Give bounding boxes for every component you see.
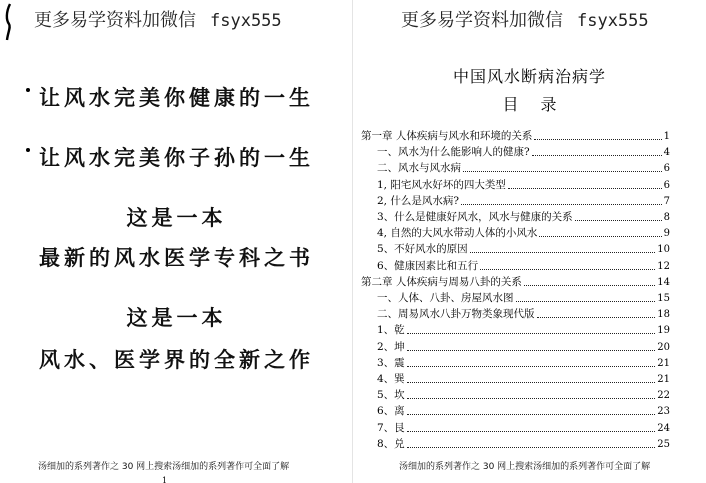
toc-entry [377, 194, 670, 209]
toc-entry-page: 14 [657, 276, 670, 288]
toc-entry [377, 404, 670, 419]
slogan-line: 这是一本 [126, 206, 227, 230]
toc-entry-page: 23 [657, 406, 670, 418]
toc-entry-page: 7 [663, 195, 670, 207]
toc-entry-label: 2、坤 [377, 340, 405, 353]
toc-dot-leader [407, 397, 656, 399]
toc-entry-page: 22 [657, 390, 670, 402]
page-footer: 汤细加的系列著作之 30 网上搜索汤细加的系列著作可全面了解 [399, 462, 651, 472]
wechat-id: fsyx555 [577, 11, 649, 31]
toc-entry-page: 6 [663, 163, 670, 175]
toc-dot-leader [470, 251, 656, 253]
toc-entry-label: 6、离 [377, 405, 405, 418]
toc-entry-page: 6 [663, 179, 670, 191]
toc-dot-leader [532, 154, 662, 156]
header-text: 更多易学资料加微信 [401, 10, 563, 31]
toc-entry-label: 6、健康因素比和五行 [377, 259, 479, 272]
toc-entry [377, 388, 670, 403]
page-header [401, 6, 649, 32]
toc-entry-label: 一、人体、八卦、房屋风水图 [377, 292, 514, 304]
toc-dot-leader [407, 332, 656, 334]
toc-entry-page: 15 [657, 293, 670, 304]
toc-entry-label: 3、震 [377, 356, 405, 369]
toc-entry-label: 一、风水为什么能影响人的健康? [377, 146, 530, 159]
page-header [34, 6, 282, 32]
toc-heading: 目录 [502, 95, 579, 114]
toc-entry [377, 323, 670, 338]
toc-entry [377, 372, 670, 387]
toc-dot-leader [516, 300, 656, 302]
header-text: 更多易学资料加微信 [34, 10, 196, 31]
toc-entry-label: 二、周易风水八卦万物类象现代版 [377, 308, 535, 321]
toc-entry [377, 421, 670, 436]
toc-entry-label: 第二章 人体疾病与周易八卦的关系 [361, 275, 522, 288]
toc-entry [377, 226, 670, 241]
toc-entry-label: 5、不好风水的原因 [377, 243, 468, 256]
slogan-line: 最新的风水医学专科之书 [39, 246, 314, 270]
toc-entry-page: 8 [663, 212, 670, 223]
toc-entry-page: 10 [657, 244, 670, 256]
toc-entry-label: 第一章 人体疾病与风水和环境的关系 [361, 130, 533, 142]
toc-entry-label: 3、什么是健康好风水，风水与健康的关系 [377, 211, 573, 223]
toc-entry-label: 5、坎 [377, 389, 405, 402]
toc-entry [377, 356, 670, 371]
toc-dot-leader [508, 187, 662, 189]
toc-entry [377, 178, 670, 193]
toc-entry-page: 4 [663, 147, 670, 159]
slogan-line: 让风水完美你子孙的一生 [39, 146, 314, 170]
toc-entry-page: 24 [657, 422, 670, 434]
toc-entry [377, 437, 670, 452]
slogan-line: 这是一本 [126, 306, 227, 330]
toc-entry-label: 4, 自然的大风水带动人体的小风水 [377, 227, 538, 240]
toc-entry [377, 307, 670, 322]
page-footer: 汤细加的系列著作之 30 网上搜索汤细加的系列著作可全面了解 [38, 462, 290, 472]
toc-entry-page: 18 [657, 309, 670, 321]
toc-entry [377, 210, 670, 225]
toc-dot-leader [407, 413, 656, 415]
toc-entry [361, 275, 670, 290]
toc-entry-label: 二、风水与风水病 [377, 162, 461, 175]
toc-entry [377, 291, 670, 306]
toc-entry-page: 21 [657, 357, 670, 369]
slogan-line: 风水、医学界的全新之作 [39, 348, 314, 372]
toc-dot-leader [407, 381, 656, 383]
toc-dot-leader [407, 446, 656, 448]
toc-entry-page: 20 [657, 341, 670, 353]
toc-entry-label: 7、艮 [377, 421, 405, 434]
toc-entry-page: 19 [657, 325, 670, 337]
toc-dot-leader [537, 316, 656, 318]
toc-entry-page: 12 [657, 260, 670, 272]
toc-entry-page: 21 [657, 374, 670, 385]
toc-dot-leader [539, 235, 661, 237]
toc-dot-leader [524, 284, 655, 286]
toc-entry [377, 242, 670, 257]
toc-dot-leader [463, 170, 662, 172]
toc-dot-leader [407, 349, 656, 351]
toc-entry-page: 1 [663, 131, 670, 142]
toc-entry-page: 25 [657, 438, 670, 450]
toc-dot-leader [575, 219, 662, 221]
toc-entry [377, 161, 670, 176]
toc-entry-label: 4、巽 [377, 373, 405, 385]
toc-entry-label: 2, 什么是风水病? [377, 194, 459, 207]
page-number: 1 [162, 476, 168, 483]
toc-dot-leader [480, 268, 655, 270]
quote-mark-icon [4, 2, 14, 42]
toc-dot-leader [407, 430, 656, 432]
toc-dot-leader [407, 365, 656, 367]
toc-entry [377, 340, 670, 355]
wechat-id: fsyx555 [210, 11, 282, 31]
toc-entry [377, 259, 670, 274]
toc-dot-leader [534, 138, 661, 140]
toc-dot-leader [461, 203, 662, 205]
toc-entry [377, 145, 670, 160]
toc-entry-label: 8、兑 [377, 437, 405, 450]
book-title: 中国风水断病治病学 [452, 67, 606, 86]
slogan-line: 让风水完美你健康的一生 [39, 86, 314, 110]
toc-entry-label: 1、乾 [377, 324, 405, 337]
toc-entry [361, 129, 670, 144]
right-page [353, 0, 706, 483]
toc-entry-label: 1, 阳宅风水好坏的四大类型 [377, 178, 506, 191]
toc-entry-page: 9 [663, 228, 670, 240]
